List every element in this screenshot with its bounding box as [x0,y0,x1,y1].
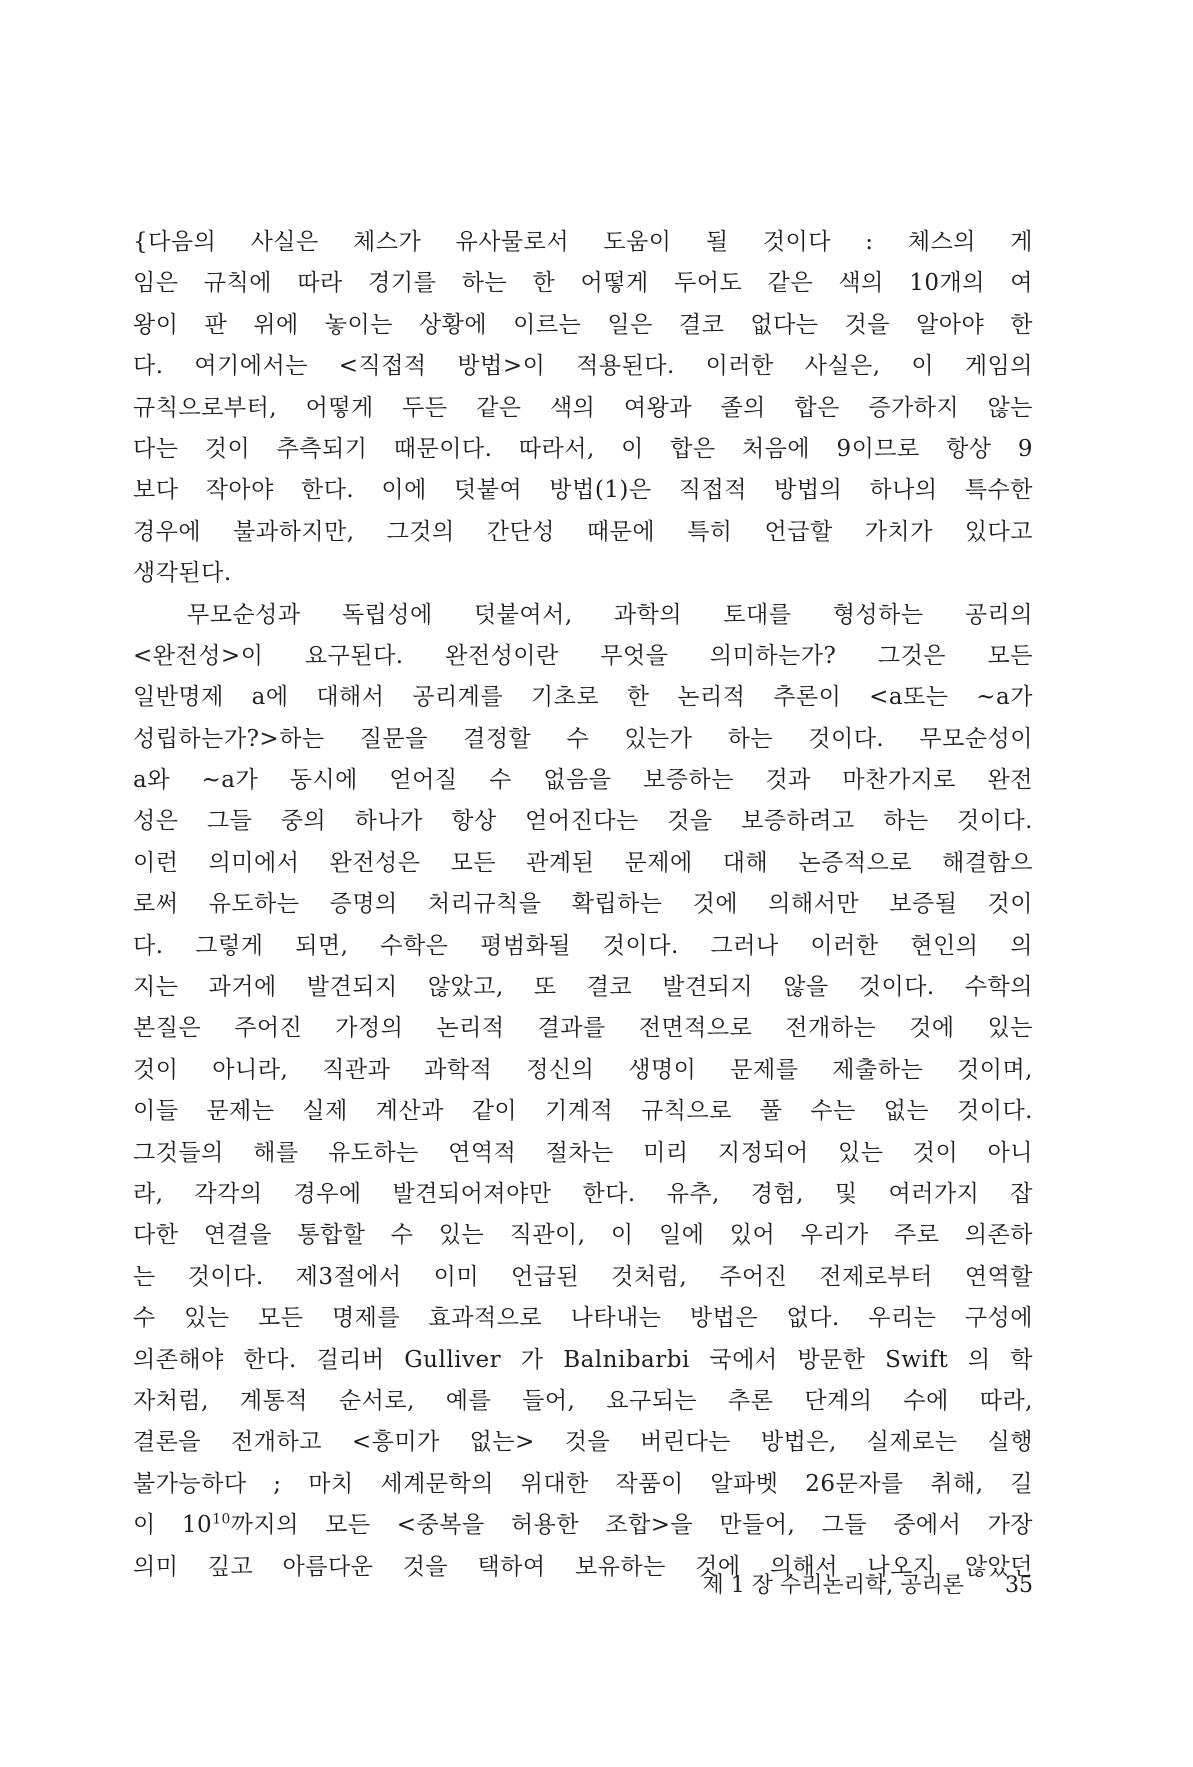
text-line: 규칙으로부터, 어떻게 두든 같은 색의 여왕과 졸의 합은 증가하지 않는 [133,394,1033,421]
text-fragment: 까지의 모든 <중복을 허용한 조합>을 만들어, 그들 중에서 가장 [230,1512,1034,1539]
text-line: 불가능하다 ; 마치 세계문학의 위대한 작품이 알파벳 26문자를 취해, 길 [133,1470,1033,1497]
text-line: 경우에 불과하지만, 그것의 간단성 때문에 특히 언급할 가치가 있다고 [133,518,1033,545]
page-footer [703,1568,1033,1599]
exponent: 10 [212,1511,231,1528]
text-line: <완전성>이 요구된다. 완전성이란 무엇을 의미하는가? 그것은 모든 [133,642,1033,669]
text-line: 임은 규칙에 따라 경기를 하는 한 어떻게 두어도 같은 색의 10개의 여 [133,270,1033,297]
paragraph-start-line: 무모순성과 독립성에 덧붙여서, 과학의 토대를 형성하는 공리의 [187,601,1033,628]
text-line: 성은 그들 중의 하나가 항상 얻어진다는 것을 보증하려고 하는 것이다. [133,808,1033,835]
text-line: 성립하는가?>하는 질문을 결정할 수 있는가 하는 것이다. 무모순성이 [133,725,1033,752]
chapter-title: 제 1 장 수리논리학, 공리론 [702,1573,964,1598]
text-line: 생각된다. [133,560,232,587]
text-line: 의존해야 한다. 걸리버 Gulliver 가 Balnibarbi 국에서 방문한 Swift 의 학 [133,1346,1033,1373]
text-line: 다. 그렇게 되면, 수학은 평범화될 것이다. 그러나 이러한 현인의 의 [133,932,1033,959]
text-line: 자처럼, 계통적 순서로, 예를 들어, 요구되는 추론 단계의 수에 따라, [133,1387,1033,1414]
text-line: 수 있는 모든 명제를 효과적으로 나타내는 방법은 없다. 우리는 구성에 [133,1305,1033,1332]
text-line: 결론을 전개하고 <흥미가 없는> 것을 버린다는 방법은, 실제로는 실행 [133,1429,1033,1456]
text-line: 의미 깊고 아름다운 것을 택하여 보유하는 것에 의해서 나오지 않았던 [133,1553,1033,1580]
text-line: 왕이 판 위에 놓이는 상황에 이르는 일은 결코 없다는 것을 알아야 한 [133,311,1033,338]
text-line: 본질은 주어진 가정의 논리적 결과를 전면적으로 전개하는 것에 있는 [133,1015,1033,1042]
page-number: 35 [1005,1573,1033,1598]
text-line: 라, 각각의 경우에 발견되어져야만 한다. 유추, 경험, 및 여러가지 잡 [133,1180,1033,1207]
text-line: 지는 과거에 발견되지 않았고, 또 결코 발견되지 않을 것이다. 수학의 [133,974,1033,1001]
text-line: 다한 연결을 통합할 수 있는 직관이, 이 일에 있어 우리가 주로 의존하 [133,1222,1033,1249]
text-line: {다음의 사실은 체스가 유사물로서 도움이 될 것이다 : 체스의 게 [133,229,1033,255]
text-line-with-exponent [133,1505,1033,1546]
text-line: 이들 문제는 실제 계산과 같이 기계적 규칙으로 풀 수는 없는 것이다. [133,1098,1033,1125]
text-line: 이런 의미에서 완전성은 모든 관계된 문제에 대해 논증적으로 해결함으 [133,849,1033,876]
text-line: 다는 것이 추측되기 때문이다. 따라서, 이 합은 처음에 9이므로 항상 9 [133,435,1033,462]
text-line: 는 것이다. 제3절에서 이미 언급된 것처럼, 주어진 전제로부터 연역할 [133,1263,1033,1290]
text-fragment: 이 10 [133,1512,213,1539]
text-line: 그것들의 해를 유도하는 연역적 절차는 미리 지정되어 있는 것이 아니 [133,1139,1033,1166]
text-line: 일반명제 a에 대해서 공리계를 기초로 한 논리적 추론이 <a또는 ~a가 [133,684,1033,711]
text-line: 로써 유도하는 증명의 처리규칙을 확립하는 것에 의해서만 보증될 것이 [133,891,1033,918]
text-line: 것이 아니라, 직관과 과학적 정신의 생명이 문제를 제출하는 것이며, [133,1056,1033,1083]
text-line: a와 ~a가 동시에 얻어질 수 없음을 보증하는 것과 마찬가지로 완전 [133,767,1033,794]
body-text [133,222,1033,1588]
text-line: 보다 작아야 한다. 이에 덧붙여 방법(1)은 직접적 방법의 하나의 특수한 [133,477,1033,504]
text-line: 다. 여기에서는 <직접적 방법>이 적용된다. 이러한 사실은, 이 게임의 [133,353,1033,380]
